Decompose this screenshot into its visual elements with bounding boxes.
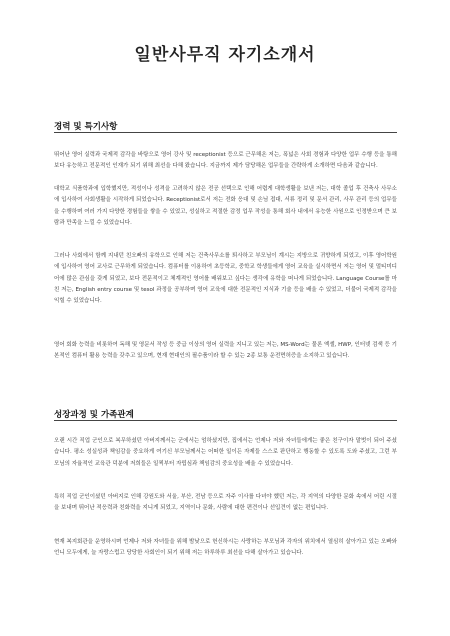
paragraph: 뛰어난 영어 실력과 국제적 감각을 바탕으로 영어 강사 및 receptionist 등으로 근무해온 저는, 폭넓은 사회 경험과 다양한 업무 수행 등을 통해 보다 유능하고 전문적인 인재가 되기 위해 최선을 다해 왔습니다. 지금까지 제가 담당해온 업무들을 간략하게 소개하면 다음과 같습니다.: [54, 152, 397, 170]
section-divider: [54, 420, 397, 421]
paragraph: 그러나 사회에서 함께 지내던 친오빠의 유학으로 인해 저는 건축사무소를 퇴사하고 부모님이 계시는 지방으로 귀향하게 되었고, 이후 영어학원에 입사하여 영어 교사로 근무하게 되었습니다. 컴퓨터를 이용하여 초등학교, 중학교 학생들에게 영어 교육을 실시하면서 저는 영어 및 멀티미디어에 많은 관심을 갖게 되었고, 보다 전문적이고 체계적인 영어를 배워보고 싶다는 생각에 유학을 떠나게 되었습니다. Language Course를 마친 저는, English entry course 및 tesol 과정을 공부하며 영어 교육에 대한 전문적인 지식과 기술 등을 배울 수 있었고, 더불어 국제적 감각을 익힐 수 있었습니다.: [54, 253, 397, 305]
paragraph: 영어 회화 능력을 비롯하여 독해 및 영문서 작성 등 중급 이상의 영어 실력을 지니고 있는 저는, MS-Word는 물론 엑셀, HWP, 인터넷 검색 등 기본적인 컴퓨터 활용 능력을 갖추고 있으며, 현재 현대인의 필수품이라 할 수 있는 2종 보통 운전면허증을 소지하고 있습니다.: [54, 342, 397, 360]
paragraph: 대학교 식품학과에 입학했지만, 적성이나 성격을 고려하지 않은 전공 선택으로 인해 어렵게 대학생활을 보낸 저는, 대학 졸업 후 건축사 사무소에 입사하여 사회생활을 시작하게 되었습니다. Receptionist로서 저는 전화 응대 및 손님 접대, 서류 정리 및 문서 관리, 사무 관리 등의 업무들을 수행하며 여러 가지 다양한 경험들을 쌓을 수 있었고, 성실하고 적절한 감정 업무 작성을 통해 회사 내에서 유능한 사원으로 인정받으며 큰 보람과 만족을 느낄 수 있었습니다.: [54, 186, 397, 226]
paragraph: 현재 복지회관을 운영하시며 언제나 저와 자녀들을 위해 밤낮으로 헌신하시는 사랑하는 부모님과 각자의 위치에서 열심히 살아가고 있는 오빠와 언니 모두에게, 늘 자랑스럽고 당당한 사회인이 되기 위해 저는 하루하루 최선을 다해 살아가고 있습니다.: [54, 539, 397, 557]
paragraph: 오랜 시간 직업 군인으로 복무하셨던 아버지께서는 군에서는 엄하셨지만, 집에서는 언제나 저와 자녀들에게는 좋은 친구이자 말벗이 되어 주셨습니다. 평소 성실성과 책임감을 중요하게 여기신 부모님께서는 어떠한 일이든 자제들 스스로 판단하고 행동할 수 있도록 도와 주셨고, 그런 부모님의 자율적인 교육관 덕분에 저희들은 일찍부터 자립심과 책임감의 중요성을 배울 수 있었습니다.: [54, 438, 397, 467]
paragraph: 특히 직업 군인이셨던 아버지로 인해 강원도와 서울, 부산, 전남 등으로 자주 이사를 다녀야 했던 저는, 각 지역의 다양한 문화 속에서 어린 시절을 보내며 뛰어난 적응력과 친화력을 지니게 되었고, 지역이나 문화, 사람에 대한 편견이나 선입견이 없는 편입니다.: [54, 494, 397, 512]
section-divider: [54, 132, 397, 133]
document-title: 일반사무직 자기소개서: [134, 45, 316, 65]
section-heading-background: 성장과정 및 가족관계: [54, 410, 134, 420]
section-heading-career: 경력 및 특기사항: [54, 122, 118, 132]
